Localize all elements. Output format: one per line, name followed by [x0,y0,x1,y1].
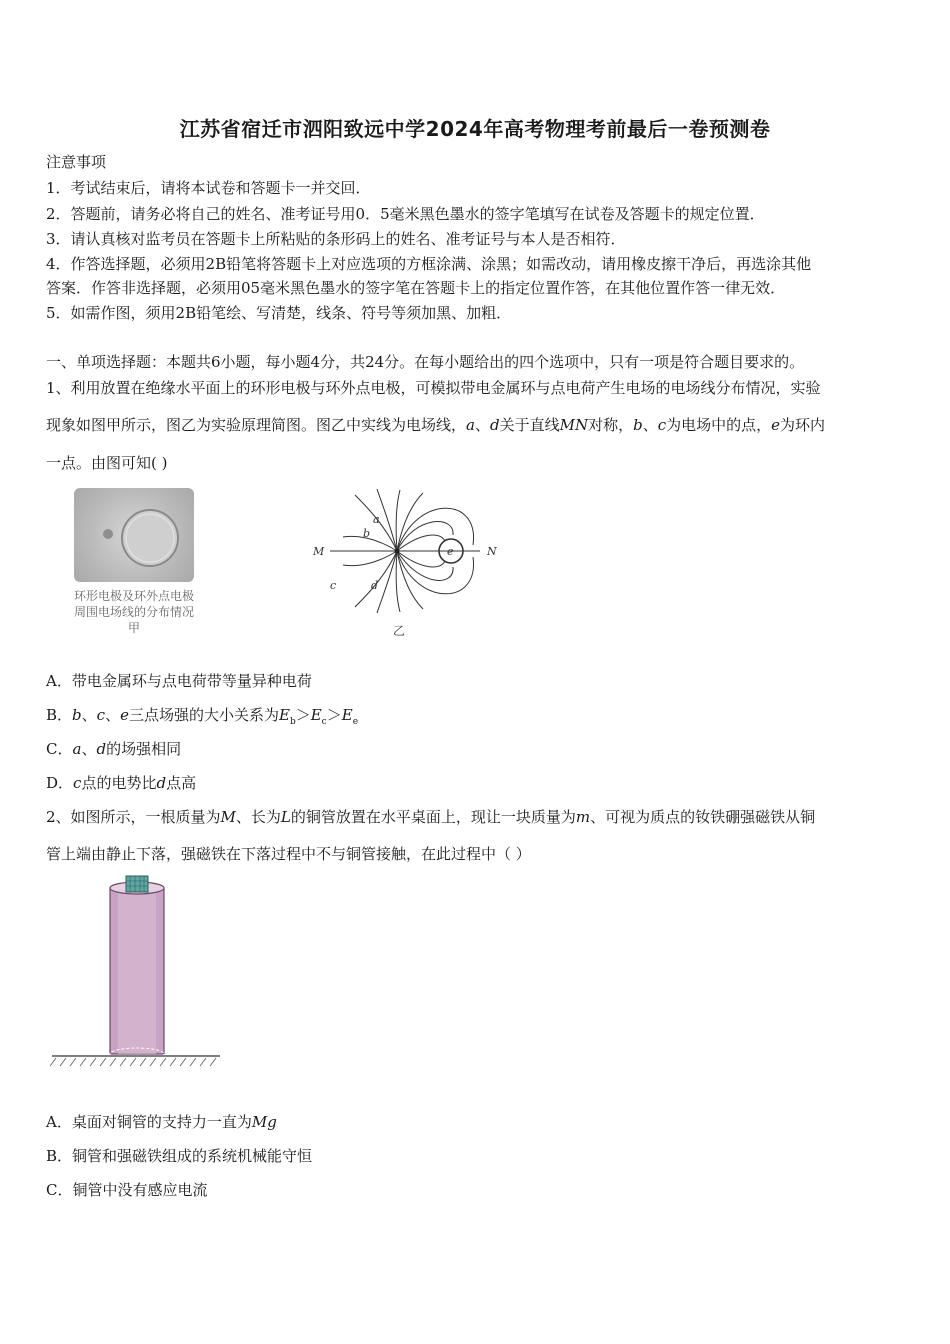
notice-item: 1．考试结束后，请将本试卷和答题卡一并交回． [46,179,371,197]
notice-item: 答案．作答非选择题，必须用05毫米黑色墨水的签字笔在答题卡上的指定位置作答，在其他位置作答一律无效． [46,279,786,297]
copper-tube-diagram [50,874,222,1074]
q1-text: 现象如图甲所示，图乙为实验原理简图。图乙中实线为电场线，a、d关于直线MN对称，b、c为电场中的点，e为环内 [46,416,826,434]
figure-a-caption: 环形电极及环外点电极 周围电场线的分布情况 甲 [73,589,194,635]
photo-figure-a [74,488,194,582]
q2-text: 2、如图所示，一根质量为M、长为L的铜管放置在水平桌面上，现让一块质量为m、可视为质点的钕铁硼强磁铁从铜 [46,808,816,826]
q1-option-b: B．b、c、e三点场强的大小关系为$E_b>E_c>E_e$ [46,706,359,727]
notice-item: 2．答题前，请务必将自己的姓名、准考证号用0．5毫米黑色墨水的签字笔填写在试卷及答题卡的规定位置． [46,205,765,223]
q1-option-c: C．a、d的场强相同 [46,740,182,758]
label-d: d [371,579,379,592]
q2-option-a: A．桌面对铜管的支持力一直为Mg [46,1113,277,1131]
figure-b-caption: 乙 [393,624,406,638]
q1-text: 1、利用放置在绝缘水平面上的环形电极与环外点电极，可模拟带电金属环与点电荷产生电场的电场线分布情况，实验 [46,379,821,397]
label-b: b [363,527,371,540]
ring-electrode-photo [74,488,194,582]
q1-option-a: A．带电金属环与点电荷带等量异种电荷 [46,672,312,690]
magnet [126,876,148,892]
q2-text: 管上端由静止下落，强磁铁在下落过程中不与铜管接触，在此过程中（ ） [46,845,531,863]
notice-item: 3．请认真核对监考员在答题卡上所粘贴的条形码上的姓名、准考证号与本人是否相符． [46,230,626,248]
q1-option-d: D．c点的电势比d点高 [46,774,197,792]
field-lines-diagram [305,485,510,640]
notice-heading: 注意事项 [46,153,107,171]
notice-item: 4．作答选择题，必须用2B铅笔将答题卡上对应选项的方框涂满、涂黑；如需改动，请用橡皮擦干净后，再选涂其他 [46,255,812,273]
point-charge [395,549,400,554]
q2-option-c: C．铜管中没有感应电流 [46,1181,208,1199]
section-heading: 一、单项选择题：本题共6小题，每小题4分，共24分。在每小题给出的四个选项中，只有一项是符合题目要求的。 [46,353,805,371]
label-M: M [313,545,325,558]
label-N: N [487,545,497,558]
label-a: a [373,513,380,526]
q1-text: 一点。由图可知( ) [46,454,168,472]
label-c: c [330,579,337,592]
notice-item: 5．如需作图，须用2B铅笔绘、写清楚，线条、符号等须加黑、加粗． [46,304,512,322]
q2-option-b: B．铜管和强磁铁组成的系统机械能守恒 [46,1147,313,1165]
label-e: e [447,545,454,558]
page-title: 江苏省宿迁市泗阳致远中学2024年高考物理考前最后一卷预测卷 [179,117,771,141]
